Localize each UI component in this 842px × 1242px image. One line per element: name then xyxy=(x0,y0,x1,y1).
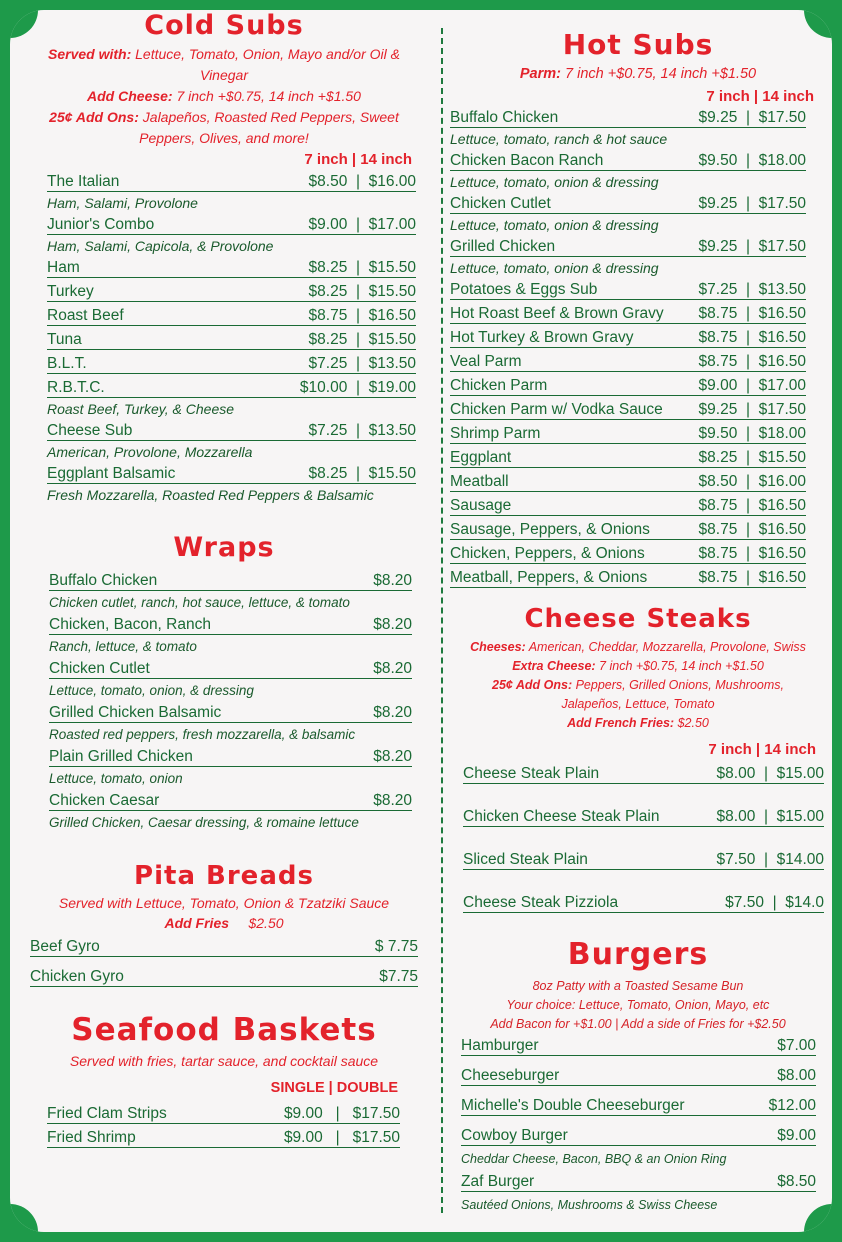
item-description: Lettuce, tomato, onion & dressing xyxy=(450,260,659,276)
menu-item xyxy=(450,424,806,444)
menu-item xyxy=(47,306,416,326)
menu-item xyxy=(47,330,416,350)
seafood-section xyxy=(16,1013,432,1148)
item-price: $7.50 | $14.0 xyxy=(725,894,824,911)
menu-item xyxy=(450,400,806,420)
corner-bottom-left xyxy=(10,1204,38,1232)
menu-item xyxy=(450,237,806,257)
pita-list xyxy=(30,937,418,987)
item-price: $8.50 | $16.00 xyxy=(698,473,806,490)
item-name: Chicken Bacon Ranch xyxy=(450,152,604,169)
menu-item xyxy=(450,352,806,372)
item-price: $7.25 | $13.50 xyxy=(308,422,416,439)
menu-item xyxy=(47,1128,400,1148)
menu-item xyxy=(450,520,806,540)
hot-subs-size-header: 7 inch | 14 inch xyxy=(706,88,814,105)
menu-item xyxy=(461,1036,816,1056)
menu-item xyxy=(47,1104,400,1124)
cheese-steaks-size-header: 7 inch | 14 inch xyxy=(708,741,816,758)
item-price: $8.75 | $16.50 xyxy=(698,305,806,322)
item-price: $8.25 | $15.50 xyxy=(308,465,416,482)
item-name: Hot Roast Beef & Brown Gravy xyxy=(450,305,664,322)
burgers-line3: Add Bacon for +$1.00 | Add a side of Fries for +$2.50 xyxy=(490,1017,786,1031)
left-column xyxy=(16,10,432,1148)
item-price: $8.20 xyxy=(373,660,412,677)
item-price: $10.00 | $19.00 xyxy=(299,379,416,396)
item-price: $8.75 | $16.50 xyxy=(698,353,806,370)
item-price: $7.00 xyxy=(777,1037,816,1054)
item-description: Roasted red peppers, fresh mozzarella, & balsamic xyxy=(49,727,356,742)
item-price: $9.00 | $17.50 xyxy=(283,1129,400,1146)
item-name: Sliced Steak Plain xyxy=(463,851,588,868)
item-name: Zaf Burger xyxy=(461,1173,535,1190)
item-price: $7.75 xyxy=(379,968,418,985)
item-price: $9.00 | $17.50 xyxy=(283,1105,400,1122)
item-price: $8.20 xyxy=(373,572,412,589)
item-price: $9.50 | $18.00 xyxy=(698,152,806,169)
cold-subs-served: Served with: Lettuce, Tomato, Onion, Mayo and/or Oil & Vinegar xyxy=(48,46,400,83)
item-name: Cheese Steak Plain xyxy=(463,765,600,782)
burgers-section xyxy=(450,939,826,1218)
item-price: $8.75 | $16.50 xyxy=(698,545,806,562)
item-name: Cheese Steak Pizziola xyxy=(463,894,619,911)
item-price: $8.75 | $16.50 xyxy=(698,497,806,514)
item-name: Chicken, Bacon, Ranch xyxy=(49,616,211,633)
item-price: $8.25 | $15.50 xyxy=(308,331,416,348)
menu-item xyxy=(450,280,806,300)
seafood-title: Seafood Baskets xyxy=(71,1012,377,1048)
pita-fries: Add Fries $2.50 xyxy=(164,915,284,931)
item-name: Sausage xyxy=(450,497,512,514)
item-name: Potatoes & Eggs Sub xyxy=(450,281,598,298)
item-name: B.L.T. xyxy=(47,355,87,372)
item-price: $9.00 | $17.00 xyxy=(308,216,416,233)
item-description: Ham, Salami, Provolone xyxy=(47,195,198,211)
menu-item xyxy=(49,703,412,723)
item-name: Buffalo Chicken xyxy=(450,109,559,126)
item-description: Lettuce, tomato, onion xyxy=(49,771,183,786)
item-name: R.B.T.C. xyxy=(47,379,105,396)
item-price: $9.25 | $17.50 xyxy=(698,195,806,212)
menu-item xyxy=(461,1126,816,1146)
item-price: $8.50 | $16.00 xyxy=(308,173,416,190)
menu-item xyxy=(47,354,416,374)
item-price: $8.75 | $16.50 xyxy=(698,569,806,586)
hot-subs-title: Hot Subs xyxy=(562,28,714,61)
item-price: $8.00 | $15.00 xyxy=(716,765,824,782)
menu-item xyxy=(450,568,806,588)
item-name: Veal Parm xyxy=(450,353,522,370)
item-price: $8.25 | $15.50 xyxy=(698,449,806,466)
item-price: $8.00 xyxy=(777,1067,816,1084)
item-name: Chicken Cutlet xyxy=(49,660,150,677)
item-name: Cheese Sub xyxy=(47,422,133,439)
item-name: Chicken Cheese Steak Plain xyxy=(463,808,660,825)
item-price: $8.75 | $16.50 xyxy=(308,307,416,324)
burgers-list xyxy=(461,1036,816,1218)
menu-item xyxy=(47,464,416,484)
menu-item xyxy=(47,282,416,302)
item-price: $7.25 | $13.50 xyxy=(698,281,806,298)
pita-section xyxy=(16,861,432,987)
menu-item xyxy=(49,615,412,635)
item-price: $7.25 | $13.50 xyxy=(308,355,416,372)
menu-item xyxy=(461,1172,816,1192)
item-price: $9.50 | $18.00 xyxy=(698,425,806,442)
item-name: Buffalo Chicken xyxy=(49,572,158,589)
item-name: Cheeseburger xyxy=(461,1067,560,1084)
burgers-line2: Your choice: Lettuce, Tomato, Onion, Mayo, etc xyxy=(506,998,770,1012)
pita-served: Served with Lettuce, Tomato, Onion & Tzatziki Sauce xyxy=(58,895,390,911)
item-price: $9.25 | $17.50 xyxy=(698,238,806,255)
menu-item xyxy=(49,791,412,811)
cold-subs-section xyxy=(16,12,432,507)
item-price: $9.00 xyxy=(777,1127,816,1144)
item-price: $7.50 | $14.00 xyxy=(716,851,824,868)
item-name: Turkey xyxy=(47,283,94,300)
item-description: Lettuce, tomato, ranch & hot sauce xyxy=(450,131,668,147)
item-name: The Italian xyxy=(47,173,120,190)
hot-subs-section xyxy=(450,30,826,588)
right-column xyxy=(450,10,826,1218)
seafood-size-header: SINGLE | DOUBLE xyxy=(270,1080,398,1096)
item-price: $8.25 | $15.50 xyxy=(308,259,416,276)
item-price: $8.20 xyxy=(373,792,412,809)
item-name: Chicken Parm w/ Vodka Sauce xyxy=(450,401,663,418)
item-name: Grilled Chicken Balsamic xyxy=(49,704,222,721)
wraps-list xyxy=(49,571,412,835)
menu-item xyxy=(463,764,824,784)
cheese-steaks-list xyxy=(463,764,824,913)
menu-item xyxy=(450,496,806,516)
menu-item xyxy=(450,472,806,492)
item-name: Fried Clam Strips xyxy=(47,1105,167,1122)
item-name: Roast Beef xyxy=(47,307,124,324)
menu-item xyxy=(47,215,416,235)
item-name: Chicken Parm xyxy=(450,377,548,394)
item-description: Sautéed Onions, Mushrooms & Swiss Cheese xyxy=(461,1198,718,1212)
item-name: Grilled Chicken xyxy=(450,238,556,255)
item-description: Lettuce, tomato, onion, & dressing xyxy=(49,683,254,698)
hot-subs-parm: Parm: 7 inch +$0.75, 14 inch +$1.50 xyxy=(519,66,757,82)
item-price: $8.20 xyxy=(373,748,412,765)
item-description: Fresh Mozzarella, Roasted Red Peppers & Balsamic xyxy=(47,487,374,503)
menu-item xyxy=(450,448,806,468)
item-name: Sausage, Peppers, & Onions xyxy=(450,521,650,538)
wraps-title: Wraps xyxy=(173,532,275,563)
item-price: $8.25 | $15.50 xyxy=(308,283,416,300)
item-price: $8.20 xyxy=(373,704,412,721)
item-description: Ranch, lettuce, & tomato xyxy=(49,639,197,654)
item-name: Shrimp Parm xyxy=(450,425,541,442)
item-name: Ham xyxy=(47,259,80,276)
item-price: $8.00 | $15.00 xyxy=(716,808,824,825)
cold-subs-list xyxy=(47,172,416,507)
menu-item xyxy=(450,328,806,348)
item-price: $ 7.75 xyxy=(374,938,418,955)
menu-item xyxy=(461,1066,816,1086)
item-name: Eggplant xyxy=(450,449,512,466)
item-price: $8.50 xyxy=(777,1173,816,1190)
item-name: Tuna xyxy=(47,331,82,348)
menu-item xyxy=(30,967,418,987)
wraps-section xyxy=(16,533,432,835)
menu-item xyxy=(450,376,806,396)
menu-item xyxy=(47,421,416,441)
item-name: Beef Gyro xyxy=(30,938,100,955)
item-description: American, Provolone, Mozzarella xyxy=(47,444,253,460)
item-name: Michelle's Double Cheeseburger xyxy=(461,1097,685,1114)
item-price: $8.75 | $16.50 xyxy=(698,521,806,538)
menu-item xyxy=(461,1096,816,1116)
item-price: $8.20 xyxy=(373,616,412,633)
item-name: Chicken Gyro xyxy=(30,968,124,985)
item-price: $8.75 | $16.50 xyxy=(698,329,806,346)
item-name: Eggplant Balsamic xyxy=(47,465,176,482)
menu-item xyxy=(49,571,412,591)
cheese-steaks-addons: 25¢ Add Ons: Peppers, Grilled Onions, Mushrooms, Jalapeños, Lettuce, Tomato xyxy=(492,678,784,711)
menu-item xyxy=(463,807,824,827)
menu-item xyxy=(450,194,806,214)
cheese-steaks-title: Cheese Steaks xyxy=(524,604,752,634)
item-name: Cowboy Burger xyxy=(461,1127,568,1144)
item-name: Chicken Caesar xyxy=(49,792,160,809)
cold-subs-cheese: Add Cheese: 7 inch +$0.75, 14 inch +$1.50 xyxy=(87,88,361,104)
item-description: Cheddar Cheese, Bacon, BBQ & an Onion Ring xyxy=(461,1152,727,1166)
seafood-list xyxy=(47,1104,400,1148)
menu-item xyxy=(463,893,824,913)
cold-subs-title: Cold Subs xyxy=(144,10,304,41)
item-name: Plain Grilled Chicken xyxy=(49,748,193,765)
cheese-steaks-fries: Add French Fries: $2.50 xyxy=(567,716,709,730)
menu-item xyxy=(47,258,416,278)
burgers-line1: 8oz Patty with a Toasted Sesame Bun xyxy=(532,979,744,993)
item-name: Hot Turkey & Brown Gravy xyxy=(450,329,634,346)
item-description: Roast Beef, Turkey, & Cheese xyxy=(47,401,235,417)
menu-item xyxy=(450,544,806,564)
cold-subs-addons: 25¢ Add Ons: Jalapeños, Roasted Red Peppers, Sweet Peppers, Olives, and more! xyxy=(49,109,399,146)
item-name: Meatball xyxy=(450,473,509,490)
item-price: $12.00 xyxy=(768,1097,816,1114)
item-name: Hamburger xyxy=(461,1037,539,1054)
menu-item xyxy=(49,747,412,767)
column-divider xyxy=(441,28,443,1213)
burgers-title: Burgers xyxy=(567,937,709,972)
menu-item xyxy=(30,937,418,957)
pita-title: Pita Breads xyxy=(134,861,314,891)
item-name: Chicken Cutlet xyxy=(450,195,551,212)
cheese-steaks-cheeses: Cheeses: American, Cheddar, Mozzarella, Provolone, Swiss xyxy=(470,640,806,654)
item-price: $9.00 | $17.00 xyxy=(698,377,806,394)
menu-item xyxy=(47,172,416,192)
cold-subs-size-header: 7 inch | 14 inch xyxy=(304,151,412,168)
menu-item xyxy=(450,304,806,324)
item-description: Grilled Chicken, Caesar dressing, & romaine lettuce xyxy=(49,815,359,830)
item-description: Lettuce, tomato, onion & dressing xyxy=(450,174,659,190)
menu-item xyxy=(463,850,824,870)
item-name: Fried Shrimp xyxy=(47,1129,136,1146)
item-name: Meatball, Peppers, & Onions xyxy=(450,569,648,586)
seafood-served: Served with fries, tartar sauce, and cocktail sauce xyxy=(69,1053,379,1069)
item-price: $9.25 | $17.50 xyxy=(698,109,806,126)
item-description: Lettuce, tomato, onion & dressing xyxy=(450,217,659,233)
menu-item xyxy=(47,378,416,398)
menu-item xyxy=(450,151,806,171)
item-description: Ham, Salami, Capicola, & Provolone xyxy=(47,238,274,254)
item-description: Chicken cutlet, ranch, hot sauce, lettuce, & tomato xyxy=(49,595,350,610)
menu-item xyxy=(450,108,806,128)
cheese-steaks-section xyxy=(450,604,826,913)
item-name: Junior's Combo xyxy=(47,216,155,233)
item-price: $9.25 | $17.50 xyxy=(698,401,806,418)
menu-item xyxy=(49,659,412,679)
cheese-steaks-extra: Extra Cheese: 7 inch +$0.75, 14 inch +$1.50 xyxy=(512,659,764,673)
menu-page xyxy=(10,10,832,1232)
item-name: Chicken, Peppers, & Onions xyxy=(450,545,645,562)
hot-subs-list xyxy=(450,108,806,588)
